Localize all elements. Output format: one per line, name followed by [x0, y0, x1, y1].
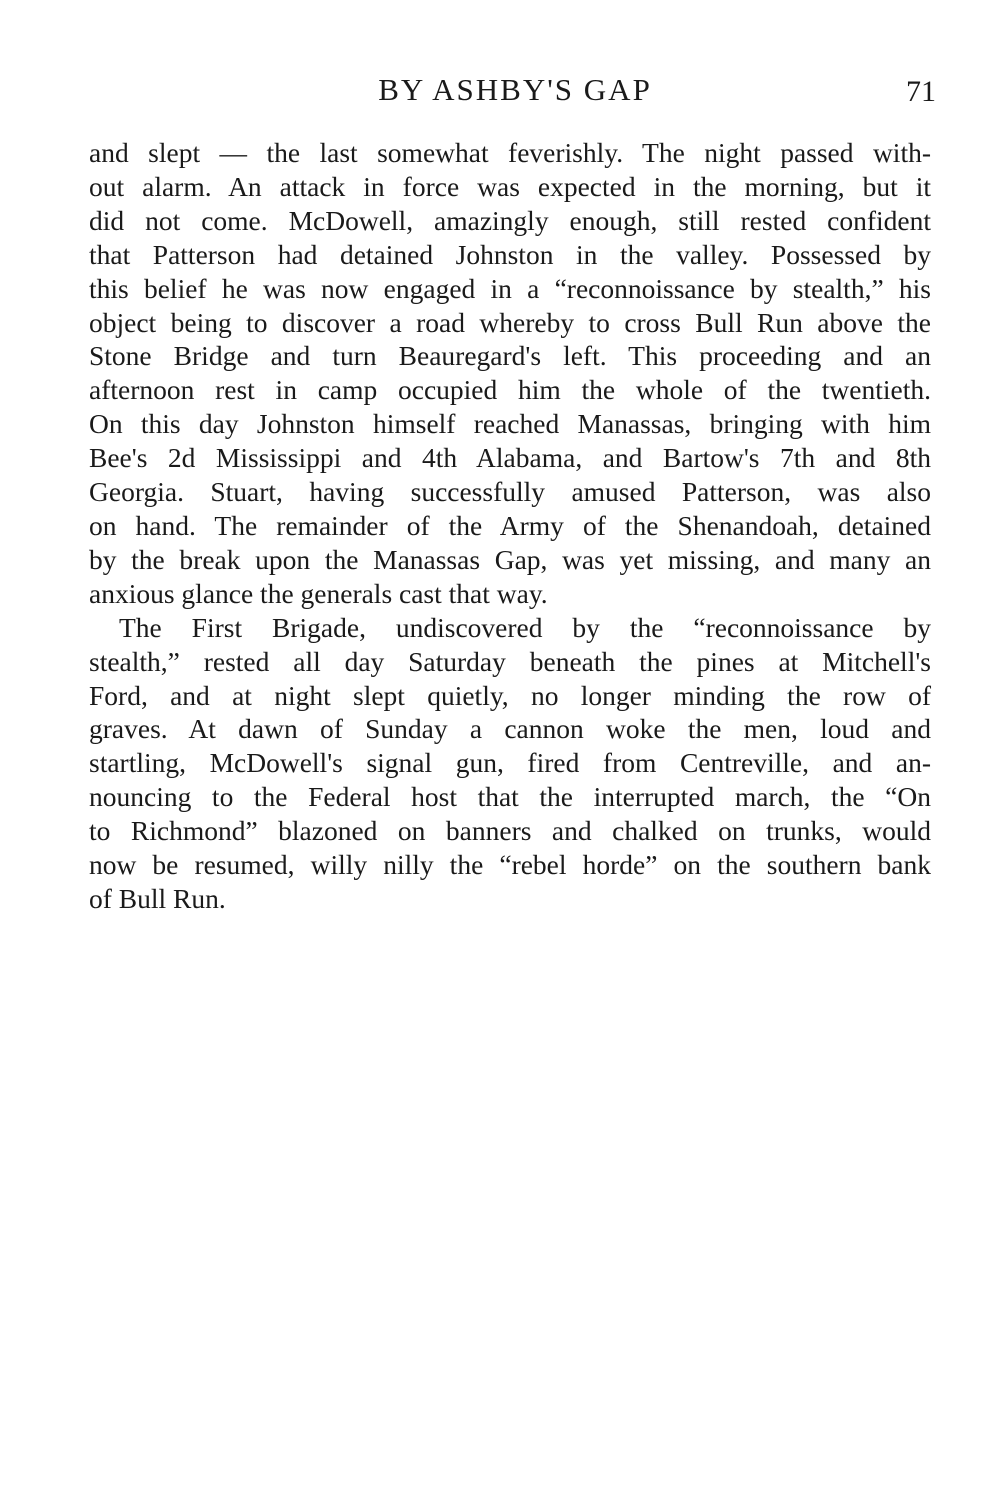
text-line: Georgia. Stuart, having successfully amused Patterson, was also [89, 476, 931, 508]
text-line: nouncing to the Federal host that the interrupted march, the “On [89, 781, 931, 813]
text-line: did not come. McDowell, amazingly enough, still rested confident [89, 204, 931, 236]
text-line: out alarm. An attack in force was expected in the morning, but it [89, 170, 931, 202]
text-line: On this day Johnston himself reached Manassas, bringing with him [89, 408, 931, 440]
text-line: The First Brigade, undiscovered by the “reconnoissance by [119, 611, 931, 643]
text-line: afternoon rest in camp occupied him the whole of the twentieth. [89, 374, 931, 406]
text-line: by the break upon the Manassas Gap, was yet missing, and many an [89, 543, 931, 575]
text-line: anxious glance the generals cast that way. [89, 577, 548, 609]
paragraph [89, 611, 931, 916]
text-line: stealth,” rested all day Saturday beneath the pines at Mitchell's [89, 645, 931, 677]
text-line: object being to discover a road whereby to cross Bull Run above the [89, 306, 931, 338]
text-line: Bee's 2d Mississippi and 4th Alabama, and Bartow's 7th and 8th [89, 442, 931, 474]
text-line: on hand. The remainder of the Army of the Shenandoah, detained [89, 509, 931, 541]
text-line: Stone Bridge and turn Beauregard's left. This proceeding and an [89, 340, 931, 372]
running-title: BY ASHBY'S GAP [378, 72, 652, 107]
text-line: to Richmond” blazoned on banners and chalked on trunks, would [89, 815, 931, 847]
body-text [89, 136, 931, 916]
text-line: Ford, and at night slept quietly, no longer minding the row of [89, 679, 931, 711]
running-head [0, 70, 1000, 114]
text-line: of Bull Run. [89, 882, 226, 914]
text-line: startling, McDowell's signal gun, fired from Centreville, and an- [89, 747, 931, 779]
page-number: 71 [906, 75, 936, 108]
paragraph [89, 136, 931, 611]
text-line: and slept — the last somewhat feverishly. The night passed with- [89, 137, 931, 168]
text-line: this belief he was now engaged in a “reconnoissance by stealth,” his [89, 272, 931, 304]
text-line: that Patterson had detained Johnston in the valley. Possessed by [89, 238, 931, 270]
text-line: graves. At dawn of Sunday a cannon woke the men, loud and [89, 713, 931, 745]
text-line: now be resumed, willy nilly the “rebel horde” on the southern bank [89, 849, 931, 881]
